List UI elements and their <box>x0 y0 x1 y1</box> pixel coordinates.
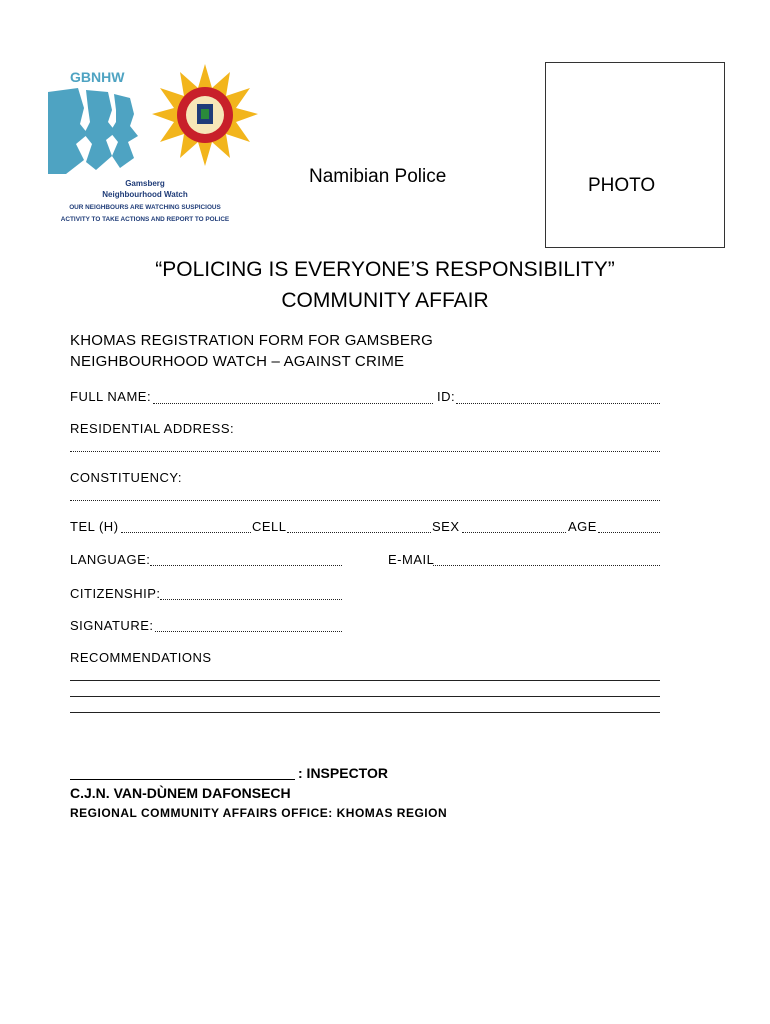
email-label: E-MAIL <box>388 552 435 567</box>
inspector-label: : INSPECTOR <box>298 765 388 781</box>
tel-home-field[interactable] <box>121 532 251 533</box>
logo-line2: Neighbourhood Watch <box>102 190 188 199</box>
cell-field[interactable] <box>287 532 431 533</box>
signature-label: SIGNATURE: <box>70 618 154 633</box>
id-field[interactable] <box>456 403 660 404</box>
gbnhw-logo <box>30 62 260 232</box>
cell-label: CELL <box>252 519 287 534</box>
office-name: REGIONAL COMMUNITY AFFAIRS OFFICE: KHOMAS REGION <box>70 806 448 820</box>
age-field[interactable] <box>598 532 660 533</box>
constituency-label: CONSTITUENCY: <box>70 470 182 485</box>
email-field[interactable] <box>433 565 660 566</box>
slogan <box>0 254 770 316</box>
age-label: AGE <box>568 519 597 534</box>
form-title-line2: NEIGHBOURHOOD WATCH – AGAINST CRIME <box>70 353 405 370</box>
citizenship-field[interactable] <box>160 599 342 600</box>
form-title <box>70 330 433 372</box>
namibian-police-badge-icon <box>152 64 258 166</box>
citizenship-label: CITIZENSHIP: <box>70 586 161 601</box>
inspector-signature-line <box>70 779 295 780</box>
sex-label: SEX <box>432 519 460 534</box>
photo-label: PHOTO <box>588 175 656 196</box>
language-label: LANGUAGE: <box>70 552 151 567</box>
recommendations-line-3[interactable] <box>70 712 660 713</box>
silhouette-faces-icon <box>48 88 138 174</box>
language-field[interactable] <box>150 565 342 566</box>
officer-name: C.J.N. VAN-DÙNEM DAFONSECH <box>70 785 291 801</box>
recommendations-line-2[interactable] <box>70 696 660 697</box>
logo-line4: ACTIVITY TO TAKE ACTIONS AND REPORT TO POLICE <box>60 216 230 223</box>
logo-line3: OUR NEIGHBOURS ARE WATCHING SUSPICIOUS <box>69 204 221 211</box>
residential-address-label: RESIDENTIAL ADDRESS: <box>70 421 235 436</box>
signature-field[interactable] <box>155 631 342 632</box>
full-name-label: FULL NAME: <box>70 389 152 404</box>
slogan-line2: COMMUNITY AFFAIR <box>281 289 489 312</box>
logo-line1: Gamsberg <box>125 179 165 188</box>
slogan-line1: “POLICING IS EVERYONE’S RESPONSIBILITY” <box>155 258 615 281</box>
constituency-field[interactable] <box>70 500 660 501</box>
sex-field[interactable] <box>462 532 566 533</box>
residential-address-field[interactable] <box>70 451 660 452</box>
full-name-field[interactable] <box>153 403 433 404</box>
logo-title: GBNHW <box>70 69 125 85</box>
recommendations-line-1[interactable] <box>70 680 660 681</box>
form-title-line1: KHOMAS REGISTRATION FORM FOR GAMSBERG <box>70 332 433 349</box>
id-label: ID: <box>437 389 456 404</box>
tel-home-label: TEL (H) <box>70 519 119 534</box>
recommendations-label: RECOMMENDATIONS <box>70 650 212 665</box>
photo-box <box>545 62 725 248</box>
police-label: Namibian Police <box>309 166 447 187</box>
